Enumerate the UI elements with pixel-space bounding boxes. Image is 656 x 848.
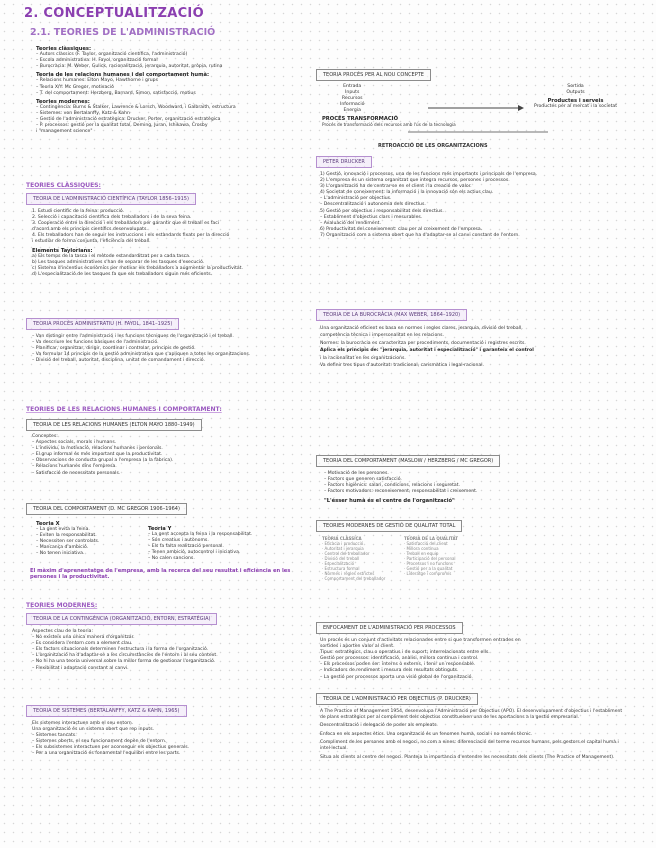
fayol-box: TEORIA PROCÉS ADMINISTRATIU (H. FAYOL, 1841–1925) xyxy=(26,318,179,330)
apo-section: A The Practice of Management 1954, desenvolupa l'Administració per Objectius (APO). El desenvolupament d'objectius i l'establiment de plans estratègics per al compliment dels objectius constitueixen una de les aportacions a la gestió empresarial. Descentralització i delegació de poder als empleats. Enfoca en els aspectes ètics. Una organització és un fenomen humà, social i no només tècnic. Compliment de les persones amb el negoci, no com a eines: diferenciació del terme recursos humans, pels gestors el capital humà i intel·lectual. Situa als clients al centre del negoci. Planteja la importància d'entendre les necessitats dels clients (The Practice of Management). xyxy=(320,709,623,760)
mayo-section: Conceptes: – Aspectes socials, morals i humans. – L'individu, la motivació, relacions humanes i personals. – El grup informal és més important que la productivitat. – Observacions de conducta grupal a l'empresa (a la fàbrica). – Relacions humanes dins l'empresa. – Satisfacció de necessitats personals. xyxy=(32,434,174,476)
diagram-arrows xyxy=(318,84,640,142)
diagram-outputs: Sortida Outputs Productes i serveis Productes per al mercat i la societat xyxy=(534,84,617,110)
quality-box: TEORIES MODERNES DE GESTIÓ DE QUALITAT TOTAL xyxy=(316,520,462,532)
human-heading: TEORIES DE LES RELACIONS HUMANES I COMPORTAMENT: xyxy=(26,406,222,413)
diagram-inputs: Entrada Inputs Recursos Informació Energia xyxy=(340,84,365,114)
arrow-head xyxy=(518,105,524,111)
apo-box: TEORIA DE L'ADMINISTRACIÓ PER OBJECTIUS (P. DRUCKER) xyxy=(316,693,478,705)
page-subtitle: 2.1. TEORIES DE L'ADMINISTRACIÓ xyxy=(30,27,216,38)
modern-heading: TEORIES MODERNES: xyxy=(26,602,98,609)
fayol-section: – Van distingir entre l'administració i les funcions tècniques de l'organització i el treball. – Va descriure les funcions bàsiques de l'administració. – Planificar, organitzar, dirigir, coordinar i controlar, principis de gestió. – Va formular 14 principis de la gestió administrativa que s'apliquen a totes les organitzacions. – Divisió del treball, autoritat, disciplina, unitat de comandament i direcció. xyxy=(32,334,251,364)
bureaucracy-box: TEORIA DE LA BUROCRÀCIA (MAX WEBER, 1864–1920) xyxy=(316,309,467,321)
herzberg-box: TEORIA DEL COMPORTAMENT (MASLOW / HERZBERG / MC GREGOR) xyxy=(316,455,500,467)
diagram-feedback: RETROACCIÓ DE LES ORGANITZACIONS xyxy=(378,143,488,149)
systems-box: TEORIA DE SISTEMES (BERTALANFFY, KATZ & KAHN, 1965) xyxy=(26,705,187,717)
quality-column: TEORIA DE LA QUALITAT · Satisfacció del client · Millora contínua · Treball en equip · Participació del personal · Processos i no funcions · Gestió per a la qualitat · Lideratge i compromís xyxy=(404,536,458,576)
intro-section: Teories clàssiques: – Autors clàssics (F. Taylor, organització científica, l'administració) – Escola administrativa: H. Fayol, organització formal – Burocràcia: M. Weber, Gulick, racionalització, jerarquia, autoritat, pròpia, rutina Teoria de les relacions humanes i del comportament humà: – Relacions humanes: Elton Mayo, Hawthorne i grups – Teoria X/Y: Mc Gregor, motivació – T. del comportament: Herzberg, Barnard, Simon, satisfacció, motius Teories modernes: – Contingència: Burns & Stalker, Lawrence & Lorsch, Woodward, i Galbraith, estructura – Sistemes: von Bertalanffy, Katz & Kahn – Gestió de l'administració estratègica: Drucker, Porter, organització estratègica – P. processos: gestió per la qualitat total, Deming, Juran, Ishikawa, Crosby i "management science" xyxy=(36,46,236,135)
herzberg-section: – Motivació de les persones. – Factors que generen satisfacció. – Factors higiènics: salari, condicions, relacions i seguretat. – Factors motivadors: reconeixement, responsabilitat i creixement. "L'ésser humà és el centre de l'organització" xyxy=(324,471,478,505)
process-diagram xyxy=(318,84,640,142)
processes-section: Un procés és un conjunt d'activitats relacionades entre si que transformen entrades en sortides i aporten valor al client. Tipus: estratègics, clau o operatius i de suport; interrelacionats entre ells. Gestió per processos: identificació, anàlisi, millora contínua i control. – Els processos poden ser: interns o externs, i tenir un responsable. – Indicadors de rendiment i mesura dels resultats obtinguts. – La gestió per processos aporta una visió global de l'organització. xyxy=(320,638,521,680)
contingency-box: TEORIA DE LA CONTINGÈNCIA (ORGANITZACIÓ, ENTORN, ESTRATÈGIA) xyxy=(26,613,217,625)
theory-y: Teoria Y – La gent accepta la feina i la responsabilitat. – Són creatius i autònoms. – Els fa falta realització personal. – Tenen ambició, autocontrol i iniciativa. – No calen sancions. xyxy=(148,526,253,562)
page-title: 2. CONCEPTUALITZACIÓ xyxy=(24,6,204,21)
diagram-box: TEORIA PROCÉS PER AL NOU CONCEPTE xyxy=(316,69,431,81)
taylor-section: 1. Estudi científic de la feina: producció. 2. Selecció i capacitació científica dels treballadors i de la seva feina. 3. Cooperació entre la direcció i els treballadors per garantir que el treball es faci d'acord amb els principis científics desenvolupats. 4. Els treballadors han de seguir les instruccions i els estàndards fixats per la direcció i estudiar de forma conjunta, l'eficiència del treball. Elements Taylorians: a) Els temps de la tasca i el mètode estandarditzat per a cada tasca. b) Les tasques administratives s'han de separar de les tasques d'execució. c) Sistema d'incentius econòmics per motivar els treballadors a augmentar la productivitat. d) L'especialització de les tasques fa que els treballadors siguin més eficients. xyxy=(32,209,243,277)
systems-section: Els sistemes interactuen amb el seu entorn. Una organització és un sistema obert que rep inputs. – Sistemes tancats. – Sistemes oberts, el seu funcionament depèn de l'entorn. – Els subsistemes interactuen per aconseguir els objectius generals. – Per a una organització és fonamental l'equilibri entre les parts. xyxy=(32,721,190,757)
mcgregor-box: TEORIA DEL COMPORTAMENT (D. MC GREGOR 1906–1964) xyxy=(26,503,187,515)
classic-column: TEORIA CLÀSSICA · Eficàcia i producció · Autoritat i jerarquia · Control del treballador · Divisió del treball · Especialització · Estructura formal · Normes i regles estrictes · Comportament del treballador xyxy=(322,536,386,581)
taylor-box: TEORIA DE L'ADMINISTRACIÓ CIENTÍFICA (TAYLOR 1856–1915) xyxy=(26,193,196,205)
drucker-section: 1) Gestió, innovació i processos, una de les funcions més importants i principals de l'empresa. 2) L'empresa és un sistema organitzat que integra recursos, persones i processos. 3) L'organització ha de centrar-se en el client i la creació de valor. 4) Societat de coneixement: la informació i la innovació són els actius clau. – L'administració per objectius. – Descentralització i autonomia dels directius. 5) Gestió per objectius i responsabilitat dels directius. – Establiment d'objectius clars i mesurables. – Avaluació del rendiment. 6) Productivitat del coneixement: clau per al creixement de l'empresa. 7) Organització com a sistema obert que ha d'adaptar-se al canvi constant de l'entorn. xyxy=(320,172,538,238)
processes-box: ENFOCAMENT DE L'ADMINISTRACIÓ PER PROCESSOS xyxy=(316,622,463,634)
mcgregor-note: El màxim d'aprenentatge de l'empresa, amb la recerca del seu resultat i eficiència en les persones i la productivitat. xyxy=(30,568,291,581)
drucker-box: PETER DRUCKER xyxy=(316,156,372,168)
theory-x: Teoria X – La gent evita la feina. – Eviten la responsabilitat. – Necessiten ser controlats. – Mancança d'ambició. – No tenen iniciativa. xyxy=(36,521,100,557)
classic-heading: TEORIES CLÀSSIQUES: xyxy=(26,182,101,189)
diagram-process-label: PROCÉS TRANSFORMACIÓ Procés de transformació dels recursos amb l'ús de la tecnologia xyxy=(322,116,456,128)
contingency-section: Aspectes clau de la teoria: – No existeix una única manera d'organitzar. – Es considera l'entorn com a element clau. – Els factors situacionals determinen l'estructura i la forma de l'organització. – L'organització ha d'adaptar-se a les circumstàncies de l'entorn i al seu context. – No hi ha una teoria universal sobre la millor forma de gestionar l'organització. – Flexibilitat i adaptació constant al canvi. xyxy=(32,629,218,671)
mayo-box: TEORIA DE LES RELACIONS HUMANES (ELTON MAYO 1880–1949) xyxy=(26,419,202,431)
bureaucracy-section: Una organització eficient es basa en normes i regles clares, jerarquia, divisió del treball, competència tècnica i impersonalitat en les relacions. Normes: la burocràcia es caracteritza per procediments, documentació i registres escrits. Aplica els principis de: "jerarquia, autoritat i especialització" i garanteix el control i la racionalitat en les organitzacions. Va definir tres tipus d'autoritat: tradicional, carismàtica i legal-racional. xyxy=(320,326,534,369)
